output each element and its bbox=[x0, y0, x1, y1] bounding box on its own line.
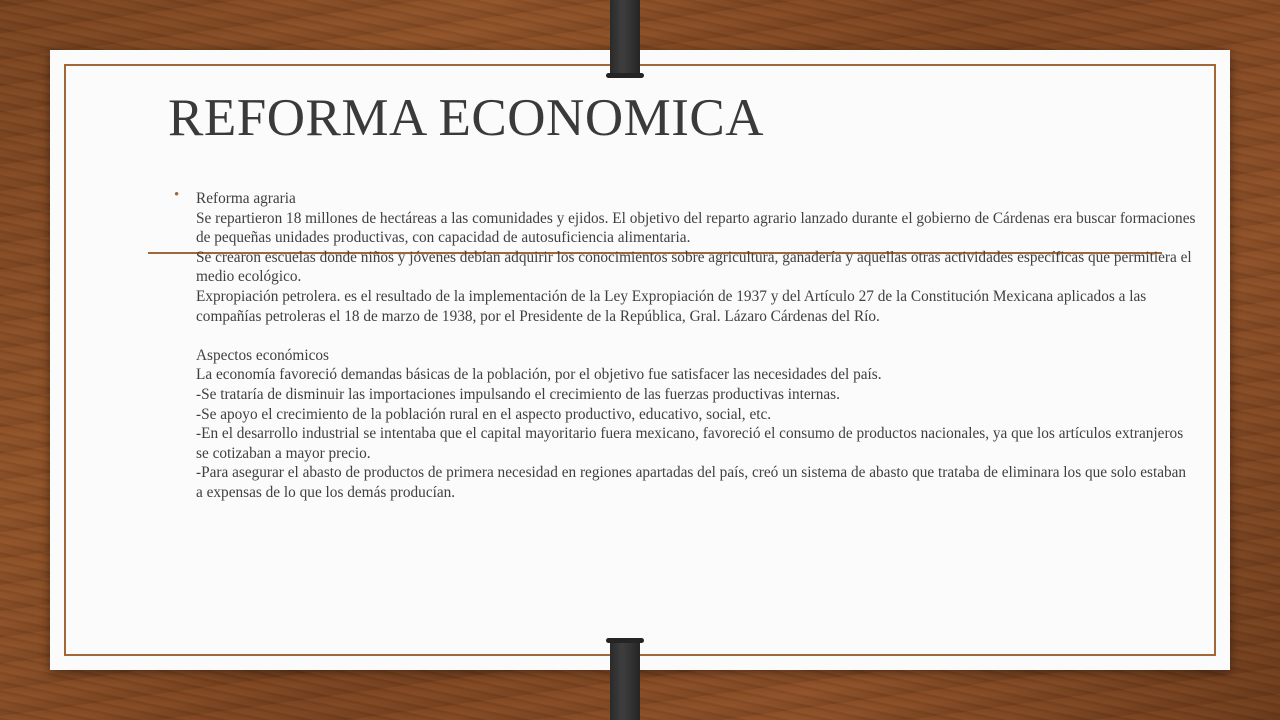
list-item-abasto: -Para asegurar el abasto de productos de primera necesidad en regiones apartadas del país, creó un sistema de abasto que trataba de eliminara los que solo estaban a expensas de lo que los demás producían. bbox=[196, 464, 1187, 501]
subheading-aspectos-economicos: Aspectos económicos bbox=[196, 346, 329, 364]
bullet-marker: • bbox=[174, 187, 180, 203]
slide-body bbox=[174, 187, 1196, 503]
list-item-desarrollo-industrial: -En el desarrollo industrial se intentaba que el capital mayoritario fuera mexicano, favoreció el consumo de productos nacionales, ya que los artículos extranjeros se cotizaban a mayor precio. bbox=[196, 425, 1184, 462]
bottom-binder-strap bbox=[610, 640, 640, 720]
bottom-strap-cap bbox=[606, 638, 644, 643]
top-binder-strap bbox=[610, 0, 640, 76]
slide-title: REFORMA ECONOMICA bbox=[168, 89, 765, 147]
paragraph-expropiacion-petrolera: Expropiación petrolera. es el resultado de la implementación de la Ley Expropiación de 1937 y del Artículo 27 de la Constitución Mexicana aplicados a las compañías petroleras el 18 de marzo de 1938, por el Presidente de la República, Gral. Lázaro Cárdenas del Río. bbox=[196, 287, 1147, 325]
blank-line bbox=[196, 326, 1196, 346]
slide-card bbox=[50, 50, 1230, 670]
top-strap-cap bbox=[606, 73, 644, 78]
subheading-reforma-agraria: Reforma agraria bbox=[196, 190, 296, 207]
list-item-importaciones: -Se trataría de disminuir las importaciones impulsando el crecimiento de las fuerzas productivas internas. bbox=[196, 385, 840, 403]
paragraph-reparto-tierras: Se repartieron 18 millones de hectáreas a las comunidades y ejidos. El objetivo del reparto agrario lanzado durante el gobierno de Cárdenas era buscar formaciones de pequeñas unidades productivas, con capacidad de autosuficiencia alimentaria. bbox=[196, 209, 1196, 247]
paragraph-escuelas: Se crearon escuelas donde niños y jóvenes debían adquirir los conocimientos sobre agricultura, ganadería y aquellas otras actividades específicas que permitiera el medio ecológico. bbox=[196, 248, 1192, 286]
paragraph-economia-demandas: La economía favoreció demandas básicas de la población, por el objetivo fue satisfacer las necesidades del país. bbox=[196, 366, 882, 384]
list-item-poblacion-rural: -Se apoyo el crecimiento de la población rural en el aspecto productivo, educativo, social, etc. bbox=[196, 405, 772, 423]
